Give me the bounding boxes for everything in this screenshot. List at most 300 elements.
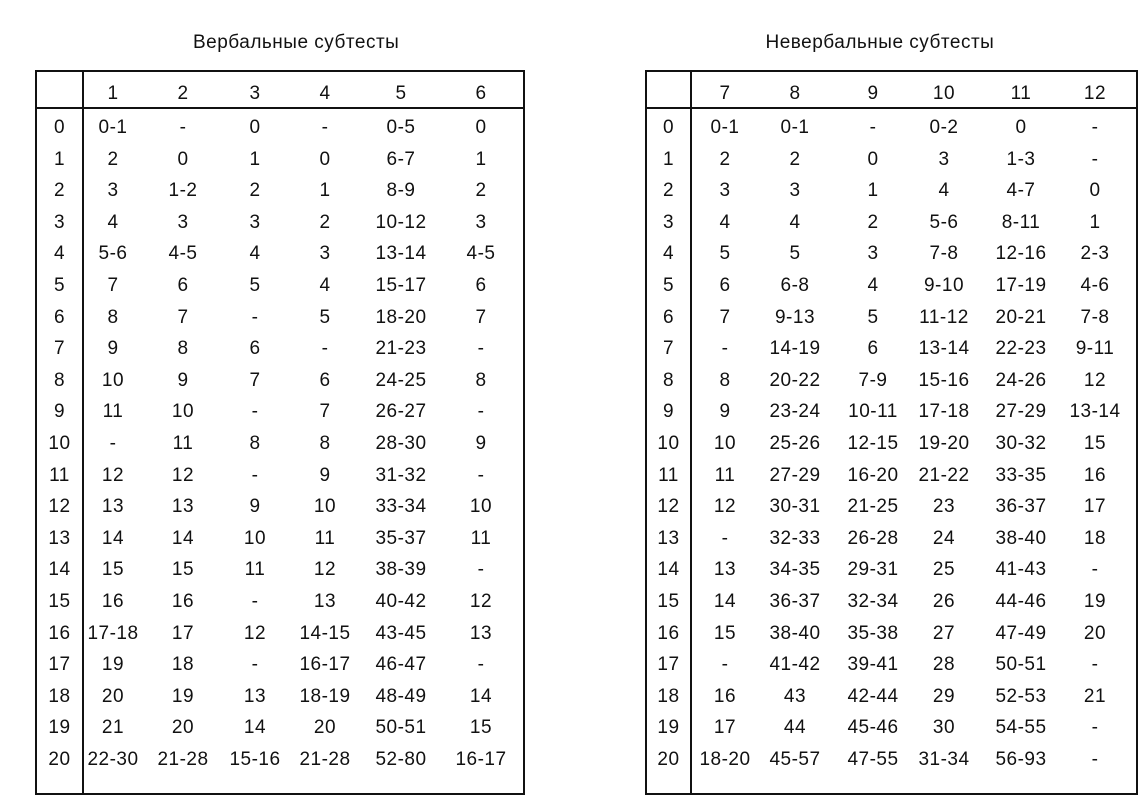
raw-score-range: 25 — [932, 559, 956, 581]
raw-score-range: 9 — [719, 401, 731, 423]
raw-score-range: 12-16 — [995, 243, 1047, 265]
scaled-score: 5 — [662, 275, 675, 296]
raw-score-range: 18 — [1083, 527, 1107, 549]
table-row — [647, 744, 1136, 775]
raw-score-range: 10-11 — [848, 401, 898, 423]
raw-score-range: 8 — [475, 369, 487, 391]
raw-score-range: 25-26 — [769, 433, 821, 454]
raw-score-range: 27-29 — [995, 401, 1047, 423]
raw-score-range: 3 — [719, 180, 731, 202]
raw-score-range: 33-35 — [995, 464, 1047, 486]
raw-score-range: 1 — [867, 180, 879, 202]
raw-score-range: - — [1091, 717, 1099, 739]
table-row — [37, 744, 523, 775]
raw-score-range: 20 — [313, 717, 337, 739]
raw-score-range: 12 — [243, 622, 267, 644]
raw-score-range: 5-6 — [98, 243, 128, 265]
raw-score-range: 8 — [107, 306, 119, 328]
raw-score-range: 2 — [319, 211, 331, 233]
raw-score-range: 1-3 — [1006, 148, 1036, 170]
table-row — [647, 333, 1136, 364]
raw-score-range: 34-35 — [769, 559, 821, 581]
raw-score-range: 5 — [719, 243, 731, 265]
scaled-score: 16 — [48, 622, 71, 644]
raw-score-range: 19 — [171, 685, 195, 707]
raw-score-range: 10-12 — [375, 211, 427, 233]
raw-score-range: 4 — [107, 211, 119, 233]
raw-score-range: 18-20 — [699, 749, 751, 770]
table-row — [647, 270, 1136, 301]
table-row — [647, 207, 1136, 238]
raw-score-range: 6 — [177, 275, 189, 296]
raw-score-range: 39-41 — [847, 654, 899, 676]
raw-score-range: 17-19 — [995, 275, 1047, 296]
subtest-header: 3 — [249, 83, 261, 104]
raw-score-range: 31-34 — [918, 749, 970, 770]
scaled-score: 1 — [53, 148, 66, 170]
raw-score-range: 21-22 — [918, 464, 970, 486]
raw-score-range: 21-23 — [375, 338, 427, 360]
raw-score-range: 26-27 — [375, 401, 427, 423]
table-row — [647, 175, 1136, 206]
raw-score-range: 21 — [1083, 685, 1107, 707]
raw-score-range: 21-28 — [299, 749, 351, 770]
table-row — [647, 428, 1136, 459]
raw-score-range: - — [1091, 117, 1099, 138]
raw-score-range: 11 — [102, 401, 124, 423]
subtest-header: 8 — [789, 83, 801, 104]
raw-score-range: 46-47 — [375, 654, 427, 676]
raw-score-range: 8 — [719, 369, 731, 391]
raw-score-range: 9 — [475, 433, 487, 454]
table-row — [37, 586, 523, 617]
raw-score-range: 6 — [249, 338, 261, 360]
table-row — [37, 302, 523, 333]
raw-score-range: 14-15 — [299, 622, 351, 644]
scaled-score: 4 — [53, 243, 66, 265]
raw-score-range: 9 — [177, 369, 189, 391]
raw-score-range: 56-93 — [995, 749, 1047, 770]
raw-score-range: 7 — [107, 275, 119, 296]
raw-score-range: 3 — [867, 243, 879, 265]
scaled-score: 11 — [658, 464, 679, 486]
raw-score-range: 1 — [475, 148, 487, 170]
raw-score-range: 20 — [1083, 622, 1107, 644]
raw-score-range: 13-14 — [375, 243, 427, 265]
raw-score-range: 4-6 — [1080, 275, 1110, 296]
table-row — [647, 712, 1136, 743]
raw-score-range: 26-28 — [847, 527, 899, 549]
scaled-score: 12 — [48, 496, 71, 518]
raw-score-range: 38-40 — [769, 622, 821, 644]
scaled-score: 20 — [657, 749, 680, 770]
scaled-score: 2 — [53, 180, 66, 202]
raw-score-range: 15-17 — [375, 275, 427, 296]
scaled-score: 17 — [48, 654, 71, 676]
raw-score-range: 6 — [719, 275, 731, 296]
raw-score-range: 54-55 — [995, 717, 1047, 739]
raw-score-range: 5 — [249, 275, 261, 296]
raw-score-range: - — [1091, 654, 1099, 676]
raw-score-range: 15-16 — [229, 749, 281, 770]
raw-score-range: 4-5 — [466, 243, 496, 265]
raw-score-range: 10 — [243, 527, 267, 549]
scaled-score: 20 — [48, 749, 71, 770]
raw-score-range: 42-44 — [847, 685, 899, 707]
raw-score-range: 18-19 — [299, 685, 351, 707]
raw-score-range: 50-51 — [995, 654, 1047, 676]
scaled-score: 14 — [657, 559, 680, 581]
raw-score-range: 3 — [789, 180, 801, 202]
raw-score-range: - — [477, 559, 485, 581]
raw-score-range: 15 — [101, 559, 125, 581]
raw-score-range: 4 — [867, 275, 879, 296]
scaled-score: 19 — [48, 717, 71, 739]
raw-score-range: 16 — [1083, 464, 1107, 486]
raw-score-range: - — [721, 654, 729, 676]
raw-score-range: 45-46 — [847, 717, 899, 739]
raw-score-range: 38-39 — [375, 559, 427, 581]
raw-score-range: 43-45 — [375, 622, 427, 644]
scaled-score: 0 — [662, 117, 675, 138]
raw-score-range: 15 — [469, 717, 493, 739]
raw-score-range: 2 — [789, 148, 801, 170]
scaled-score: 2 — [662, 180, 675, 202]
raw-score-range: 50-51 — [375, 717, 427, 739]
raw-score-range: 30-31 — [769, 496, 821, 518]
raw-score-range: 7 — [719, 306, 731, 328]
raw-score-range: 16-17 — [455, 749, 507, 770]
raw-score-range: 1 — [249, 148, 261, 170]
raw-score-range: 44 — [783, 717, 807, 739]
raw-score-range: 4 — [319, 275, 331, 296]
raw-score-range: 1 — [1089, 211, 1101, 233]
raw-score-range: 52-53 — [995, 685, 1047, 707]
raw-score-range: 36-37 — [769, 591, 821, 612]
raw-score-range: 32-34 — [847, 591, 899, 612]
raw-score-range: 2 — [107, 148, 119, 170]
raw-score-range: 13 — [171, 496, 195, 518]
scaled-score: 16 — [657, 622, 680, 644]
raw-score-range: 21 — [101, 717, 125, 739]
scaled-score: 6 — [662, 306, 675, 328]
raw-score-range: 8-11 — [1001, 211, 1041, 233]
raw-score-range: 4 — [789, 211, 801, 233]
raw-score-range: 0-2 — [929, 117, 959, 138]
raw-score-range: 7-9 — [858, 369, 888, 391]
raw-score-range: 6 — [319, 369, 331, 391]
raw-score-range: 17 — [1083, 496, 1107, 518]
scaled-score: 8 — [662, 369, 675, 391]
raw-score-range: 17 — [171, 622, 195, 644]
raw-score-range: 45-57 — [769, 749, 821, 770]
raw-score-range: 6-7 — [386, 148, 416, 170]
raw-score-range: 7 — [319, 401, 331, 423]
raw-score-range: 5 — [319, 306, 331, 328]
raw-score-range: 12-15 — [847, 433, 899, 454]
raw-score-range: 14 — [713, 591, 737, 612]
subtest-header: 6 — [475, 83, 487, 104]
raw-score-range: 31-32 — [375, 464, 427, 486]
raw-score-range: 24 — [932, 527, 956, 549]
table-row — [647, 396, 1136, 427]
raw-score-range: 23-24 — [769, 401, 821, 423]
scaled-score: 15 — [48, 591, 71, 612]
scaled-score: 7 — [53, 338, 66, 360]
raw-score-range: 19 — [101, 654, 125, 676]
table-row — [647, 586, 1136, 617]
scaled-score: 3 — [53, 211, 66, 233]
table-row — [37, 523, 523, 554]
raw-score-range: 4 — [249, 243, 261, 265]
scaled-score: 0 — [53, 117, 66, 138]
raw-score-range: 4-5 — [168, 243, 198, 265]
raw-score-range: 7-8 — [929, 243, 959, 265]
raw-score-range: 8 — [177, 338, 189, 360]
subtest-header: 2 — [177, 83, 189, 104]
table-row — [37, 175, 523, 206]
raw-score-range: 41-42 — [769, 654, 821, 676]
scaled-score: 6 — [53, 306, 66, 328]
raw-score-range: 12 — [1083, 369, 1107, 391]
raw-score-range: 11 — [314, 527, 336, 549]
scaled-score: 8 — [53, 369, 66, 391]
raw-score-range: - — [477, 654, 485, 676]
subtest-header: 4 — [319, 83, 331, 104]
raw-score-range: 26 — [932, 591, 956, 612]
subtest-header: 10 — [932, 83, 956, 104]
raw-score-range: 24-26 — [995, 369, 1047, 391]
subtest-header: 11 — [1010, 83, 1032, 104]
raw-score-range: 6-8 — [780, 275, 810, 296]
table-row — [37, 712, 523, 743]
table-row — [647, 491, 1136, 522]
raw-score-range: 30-32 — [995, 433, 1047, 454]
table-row — [37, 112, 523, 143]
raw-score-range: 4-7 — [1006, 180, 1036, 202]
raw-score-range: 28-30 — [375, 433, 427, 454]
verbal-subtests-title: Вербальные субтесты — [193, 32, 400, 53]
raw-score-range: 7 — [177, 306, 189, 328]
raw-score-range: 18 — [171, 654, 195, 676]
raw-score-range: - — [251, 591, 259, 612]
scaled-score: 10 — [48, 433, 71, 454]
raw-score-range: 4 — [719, 211, 731, 233]
raw-score-range: 3 — [938, 148, 950, 170]
table-row — [37, 270, 523, 301]
raw-score-range: 13 — [313, 591, 337, 612]
raw-score-range: 1 — [319, 180, 331, 202]
raw-score-range: 14 — [171, 527, 195, 549]
raw-score-range: 20-21 — [995, 306, 1047, 328]
table-row — [647, 554, 1136, 585]
raw-score-range: 21-28 — [157, 749, 209, 770]
raw-score-range: 13-14 — [1069, 401, 1121, 423]
raw-score-range: 16-20 — [847, 464, 899, 486]
raw-score-range: 8-9 — [386, 180, 416, 202]
raw-score-range: 12 — [171, 464, 195, 486]
table-row — [647, 681, 1136, 712]
raw-score-range: 0 — [1089, 180, 1101, 202]
scaled-score: 13 — [48, 527, 71, 549]
header-row — [647, 78, 1136, 109]
raw-score-range: 43 — [783, 685, 807, 707]
raw-score-range: 20 — [171, 717, 195, 739]
table-row — [647, 649, 1136, 680]
raw-score-range: - — [321, 338, 329, 360]
table-row — [37, 460, 523, 491]
raw-score-range: 2 — [249, 180, 261, 202]
raw-score-range: 17 — [713, 717, 737, 739]
raw-score-range: 14 — [243, 717, 267, 739]
scaled-score: 14 — [48, 559, 71, 581]
raw-score-range: - — [721, 527, 729, 549]
raw-score-range: 14 — [101, 527, 125, 549]
raw-score-range: 9-11 — [1075, 338, 1115, 360]
raw-score-range: 16 — [101, 591, 125, 612]
table-row — [37, 491, 523, 522]
raw-score-range: 30 — [932, 717, 956, 739]
scaled-score: 1 — [662, 148, 675, 170]
scaled-score: 18 — [657, 685, 680, 707]
header-row — [37, 78, 523, 109]
raw-score-range: 38-40 — [995, 527, 1047, 549]
raw-score-range: 1-2 — [168, 180, 198, 202]
raw-score-range: - — [251, 401, 259, 423]
raw-score-range: - — [721, 338, 729, 360]
scaled-score: 3 — [662, 211, 675, 233]
raw-score-range: - — [477, 464, 485, 486]
raw-score-range: 12 — [713, 496, 737, 518]
raw-score-range: 17-18 — [918, 401, 970, 423]
table-row — [647, 302, 1136, 333]
scaled-score: 18 — [48, 685, 71, 707]
nonverbal-subtests-title: Невербальные субтесты — [765, 32, 995, 53]
scaled-score: 9 — [53, 401, 66, 423]
table-row — [37, 681, 523, 712]
scaled-score: 5 — [53, 275, 66, 296]
raw-score-range: 32-33 — [769, 527, 821, 549]
raw-score-range: 9 — [319, 464, 331, 486]
raw-score-range: 0 — [177, 148, 189, 170]
raw-score-range: 19 — [1083, 591, 1107, 612]
table-row — [647, 144, 1136, 175]
table-row — [647, 238, 1136, 269]
raw-score-range: 52-80 — [375, 749, 427, 770]
table-row — [37, 649, 523, 680]
raw-score-range: 22-30 — [87, 749, 139, 770]
raw-score-range: - — [1091, 559, 1099, 581]
scaled-score: 13 — [657, 527, 680, 549]
raw-score-range: 5-6 — [929, 211, 959, 233]
raw-score-range: 2 — [475, 180, 487, 202]
subtest-header: 7 — [719, 83, 731, 104]
raw-score-range: 2 — [719, 148, 731, 170]
raw-score-range: 7-8 — [1080, 306, 1110, 328]
raw-score-range: 7 — [475, 306, 487, 328]
raw-score-range: 29-31 — [847, 559, 899, 581]
table-row — [37, 333, 523, 364]
scaled-score: 4 — [662, 243, 675, 265]
raw-score-range: 21-25 — [847, 496, 899, 518]
raw-score-range: 27 — [932, 622, 956, 644]
raw-score-range: 0-1 — [780, 117, 810, 138]
raw-score-range: 3 — [249, 211, 261, 233]
raw-score-range: 10 — [101, 369, 125, 391]
raw-score-range: 9-10 — [923, 275, 965, 296]
table-row — [37, 618, 523, 649]
scaled-score: 9 — [662, 401, 675, 423]
raw-score-range: 10 — [713, 433, 737, 454]
raw-score-range: 7 — [249, 369, 261, 391]
raw-score-range: 16-17 — [299, 654, 351, 676]
raw-score-range: - — [251, 464, 259, 486]
raw-score-range: 48-49 — [375, 685, 427, 707]
verbal-subtests-table — [35, 70, 525, 795]
raw-score-range: 6 — [475, 275, 487, 296]
raw-score-range: 15 — [171, 559, 195, 581]
table-row — [647, 112, 1136, 143]
raw-score-range: - — [251, 306, 259, 328]
raw-score-range: - — [1091, 749, 1099, 770]
raw-score-range: 15 — [713, 622, 737, 644]
table-row — [647, 523, 1136, 554]
raw-score-range: 36-37 — [995, 496, 1047, 518]
raw-score-range: 3 — [319, 243, 331, 265]
raw-score-range: 3 — [177, 211, 189, 233]
raw-score-range: 13 — [101, 496, 125, 518]
raw-score-range: 13-14 — [918, 338, 970, 360]
raw-score-range: 40-42 — [375, 591, 427, 612]
raw-score-range: 12 — [469, 591, 493, 612]
raw-score-range: 11-12 — [919, 306, 969, 328]
raw-score-range: 0 — [1015, 117, 1027, 138]
raw-score-range: - — [179, 117, 187, 138]
raw-score-range: 3 — [475, 211, 487, 233]
table-row — [647, 618, 1136, 649]
raw-score-range: 8 — [319, 433, 331, 454]
subtest-header: 12 — [1083, 83, 1107, 104]
raw-score-range: 20-22 — [769, 369, 821, 391]
raw-score-range: 28 — [932, 654, 956, 676]
raw-score-range: 10 — [171, 401, 195, 423]
scaled-score: 15 — [657, 591, 680, 612]
table-row — [37, 428, 523, 459]
raw-score-range: 14 — [469, 685, 493, 707]
scaled-score: 17 — [657, 654, 680, 676]
raw-score-range: 0-5 — [386, 117, 416, 138]
raw-score-range: 2 — [867, 211, 879, 233]
raw-score-range: - — [1091, 148, 1099, 170]
raw-score-range: 13 — [713, 559, 737, 581]
raw-score-range: 9 — [249, 496, 261, 518]
raw-score-range: 14-19 — [769, 338, 821, 360]
raw-score-range: - — [251, 654, 259, 676]
raw-score-range: 12 — [101, 464, 125, 486]
raw-score-range: 0 — [475, 117, 487, 138]
raw-score-range: - — [477, 338, 485, 360]
raw-score-range: 15-16 — [918, 369, 970, 391]
raw-score-range: 0-1 — [710, 117, 740, 138]
table-row — [37, 207, 523, 238]
raw-score-range: 27-29 — [769, 464, 821, 486]
raw-score-range: 6 — [867, 338, 879, 360]
raw-score-range: 0-1 — [98, 117, 128, 138]
scaled-score: 11 — [49, 464, 70, 486]
raw-score-range: 13 — [469, 622, 493, 644]
scaled-score: 19 — [657, 717, 680, 739]
raw-score-range: - — [869, 117, 877, 138]
